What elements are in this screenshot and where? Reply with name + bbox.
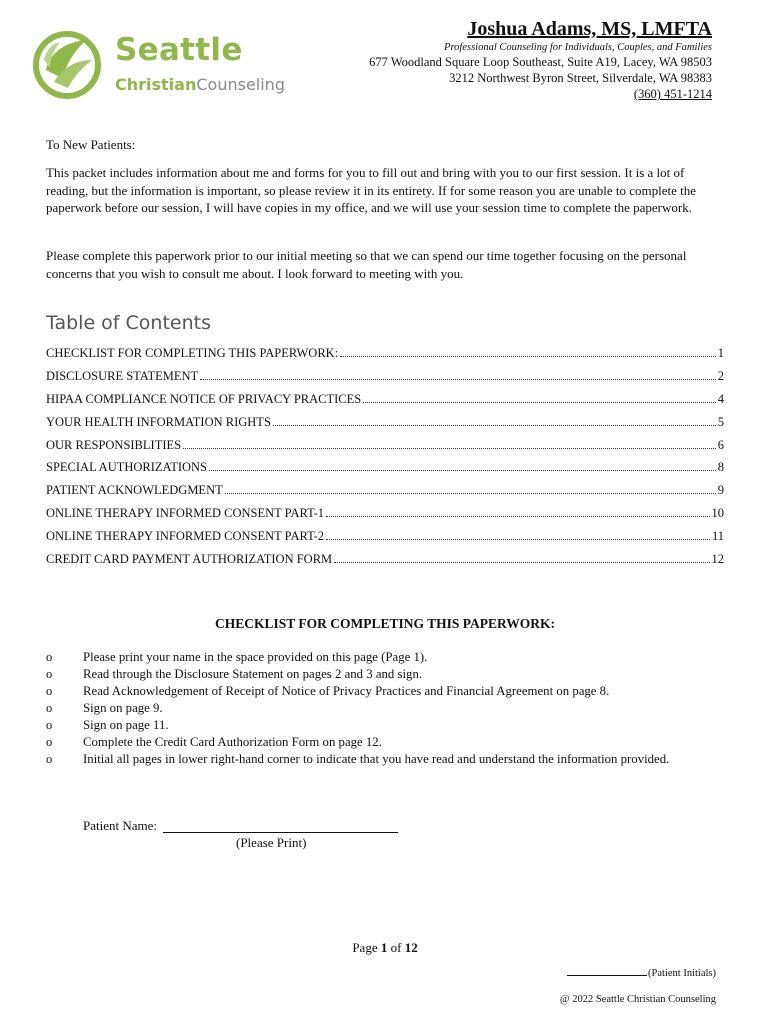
- page-prefix: Page: [352, 940, 378, 955]
- checklist-item-text: Read Acknowledgement of Receipt of Notice of Privacy Practices and Financial Agreement on page 8.: [83, 684, 610, 698]
- toc-leader: [334, 562, 709, 563]
- checklist-item-text: Sign on page 11.: [83, 718, 169, 732]
- patient-initials: [567, 968, 716, 979]
- intro-paragraph-2: Please complete this paperwork prior to our initial meeting so that we can spend our time together focusing on the personal concerns that you wish to consult me about. I look forward to meeting with you.: [46, 248, 687, 281]
- toc-entry[interactable]: [46, 506, 724, 529]
- checklist-item: [46, 683, 746, 700]
- toc-entry-label: SPECIAL AUTHORIZATIONS: [46, 460, 207, 475]
- toc-title: Table of Contents: [46, 312, 211, 334]
- logo-subtitle: [115, 75, 285, 94]
- toc-entry-page: 11: [711, 529, 724, 544]
- logo: [32, 30, 322, 100]
- checklist-item-text: Please print your name in the space provided on this page (Page 1).: [83, 650, 428, 664]
- checklist-item: [46, 751, 746, 768]
- patient-name-label: Patient Name:: [83, 818, 158, 833]
- toc-leader: [326, 516, 710, 517]
- toc-entry-page: 8: [717, 460, 724, 475]
- checklist-item: [46, 717, 746, 734]
- toc-entry-page: 2: [717, 368, 724, 383]
- toc-leader: [183, 448, 716, 449]
- toc-entry-page: 4: [717, 391, 724, 406]
- toc-entry-page: 6: [717, 437, 724, 452]
- toc-entry-label: CHECKLIST FOR COMPLETING THIS PAPERWORK:: [46, 346, 339, 360]
- toc-entry[interactable]: [46, 483, 724, 506]
- checklist-item-text: Sign on page 9.: [83, 701, 163, 715]
- toc-leader: [273, 425, 716, 426]
- page-current: 1: [380, 940, 388, 955]
- checklist-item-text: Complete the Credit Card Authorization Form on page 12.: [83, 735, 382, 749]
- practitioner-name: Joshua Adams, MS, LMFTA: [467, 18, 712, 40]
- checklist-item-text: Initial all pages in lower right-hand corner to indicate that you have read and understand the information provided.: [83, 752, 670, 766]
- toc-entry-page: 10: [711, 506, 724, 521]
- toc-leader: [225, 493, 716, 494]
- bullet-circle-icon: o: [46, 650, 53, 664]
- checklist-title: CHECKLIST FOR COMPLETING THIS PAPERWORK:: [214, 616, 556, 631]
- practice-tagline: Professional Counseling for Individuals, Couples, and Families: [444, 42, 712, 53]
- intro-paragraph-1: This packet includes information about me and forms for you to fill out and bring with you to our first session. It is a lot of reading, but the information is important, so please review it in its entirety. If for some reason you are unable to complete the paperwork before our session, I will have copies in my office, and we will use your session time to complete the paperwork.: [46, 165, 697, 215]
- checklist: [46, 649, 746, 768]
- toc-entry[interactable]: [46, 369, 724, 392]
- checklist-item: [46, 734, 746, 751]
- toc-entry-page: 1: [717, 346, 724, 360]
- address-lacey: 677 Woodland Square Loop Southeast, Suite A19, Lacey, WA 98503: [369, 55, 712, 69]
- patient-initials-field[interactable]: [567, 975, 647, 976]
- copyright: @ 2022 Seattle Christian Counseling: [559, 994, 716, 1005]
- toc-leader: [200, 379, 716, 380]
- toc-entry-label: CREDIT CARD PAYMENT AUTHORIZATION FORM: [46, 552, 333, 567]
- phone-number: (360) 451-1214: [633, 87, 712, 101]
- checklist-item-text: Read through the Disclosure Statement on pages 2 and 3 and sign.: [83, 667, 423, 681]
- patient-initials-label: (Patient Initials): [648, 968, 716, 979]
- checklist-item: [46, 666, 746, 683]
- toc-entry-label: PATIENT ACKNOWLEDGMENT: [46, 483, 223, 498]
- address-silverdale: 3212 Northwest Byron Street, Silverdale, WA 98383: [449, 71, 712, 85]
- toc-entry-page: 9: [717, 483, 724, 498]
- toc-entry-label: HIPAA COMPLIANCE NOTICE OF PRIVACY PRACTICES: [46, 391, 362, 406]
- toc-entry-label: ONLINE THERAPY INFORMED CONSENT PART-2: [46, 529, 324, 544]
- leaf-wreath-icon: [32, 30, 106, 100]
- patient-name-field[interactable]: [163, 832, 398, 833]
- toc-entry[interactable]: [46, 415, 724, 438]
- bullet-circle-icon: o: [46, 752, 53, 766]
- toc-entry[interactable]: [46, 529, 724, 552]
- toc-entry-page: 12: [711, 552, 724, 567]
- checklist-item: [46, 649, 746, 666]
- toc-entry[interactable]: [46, 346, 724, 369]
- toc-entry-page: 5: [717, 414, 724, 429]
- bullet-circle-icon: o: [46, 718, 53, 732]
- bullet-circle-icon: o: [46, 701, 53, 715]
- patient-name-hint: (Please Print): [236, 835, 307, 850]
- toc-entry-label: YOUR HEALTH INFORMATION RIGHTS: [46, 414, 271, 429]
- toc-entry-label: ONLINE THERAPY INFORMED CONSENT PART-1: [46, 506, 324, 521]
- toc-leader: [209, 470, 716, 471]
- logo-word-christian: Christian: [115, 75, 197, 94]
- toc-entry[interactable]: [46, 438, 724, 461]
- toc-leader: [340, 356, 716, 357]
- table-of-contents: [46, 346, 724, 575]
- logo-word-seattle: Seattle: [115, 32, 243, 68]
- toc-entry[interactable]: [46, 552, 724, 575]
- bullet-circle-icon: o: [46, 735, 53, 749]
- checklist-item: [46, 700, 746, 717]
- toc-entry-label: OUR RESPONSIBLITIES: [46, 437, 182, 452]
- toc-leader: [363, 402, 716, 403]
- toc-entry[interactable]: [46, 460, 724, 483]
- page-of: of: [390, 940, 402, 955]
- greeting: To New Patients:: [46, 137, 136, 152]
- toc-entry[interactable]: [46, 392, 724, 415]
- page-number: [0, 940, 770, 956]
- page-total: 12: [404, 940, 418, 955]
- logo-word-counseling: Counseling: [196, 75, 285, 94]
- bullet-circle-icon: o: [46, 684, 53, 698]
- toc-entry-label: DISCLOSURE STATEMENT: [46, 368, 199, 383]
- toc-leader: [326, 539, 710, 540]
- bullet-circle-icon: o: [46, 667, 53, 681]
